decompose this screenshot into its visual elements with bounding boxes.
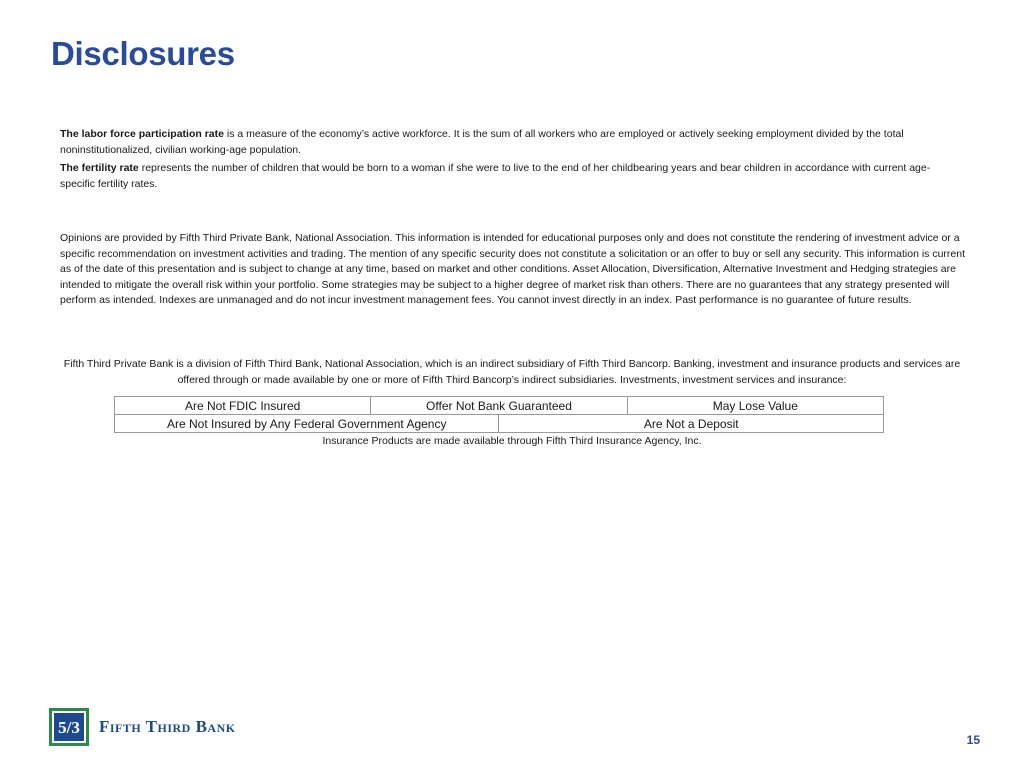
fdic-disclosure-table: [114, 396, 884, 433]
table-cell: Are Not Insured by Any Federal Government Agency: [115, 415, 499, 433]
opinions-disclaimer: Opinions are provided by Fifth Third Private Bank, National Association. This information is intended for educational purposes only and does not constitute the rendering of investment advice or a specific recommendation on investment activities and trading. The mention of any specific security does not constitute a solicitation or an offer to buy or sell any security. This information is current as of the date of this presentation and is subject to change at any time, based on market and other conditions. Asset Allocation, Diversification, Alternative Investment and Hedging strategies are intended to mitigate the overall risk within your portfolio. Some strategies may be subject to a higher degree of market risk than others. There are no guarantees that any strategy presented will perform as intended. Indexes are unmanaged and do not incur investment management fees. You cannot invest directly in an index. Past performance is no guarantee of future results.: [60, 232, 965, 306]
division-disclaimer: Fifth Third Private Bank is a division of Fifth Third Bank, National Association, which is an indirect subsidiary of Fifth Third Bancorp. Banking, investment and insurance products and services are offered through or made available by one or more of Fifth Third Bancorp’s indirect subsidiaries. Investments, investment services and insurance:: [63, 358, 961, 386]
definition-labor-force: [60, 126, 940, 158]
definition-fertility-rate: [60, 160, 940, 192]
table-cell: May Lose Value: [627, 397, 883, 415]
definition-term: The fertility rate: [60, 162, 139, 174]
definition-text: is a measure of the economy’s active workforce. It is the sum of all workers who are employed or actively seeking employment divided by the total noninstitutionalized, civilian working-age population.: [60, 128, 904, 156]
definitions-block: [60, 126, 940, 194]
table-cell: Are Not a Deposit: [499, 415, 884, 433]
table-row: [115, 415, 884, 433]
definition-term: The labor force participation rate: [60, 128, 224, 140]
table-row: [115, 397, 884, 415]
logo-mark: 5/3: [58, 718, 80, 737]
bank-name: Fifth Third Bank: [99, 717, 236, 736]
table-cell: Are Not FDIC Insured: [115, 397, 371, 415]
insurance-note: Insurance Products are made available through Fifth Third Insurance Agency, Inc.: [322, 435, 702, 447]
page-number: 15: [966, 733, 980, 747]
fifth-third-logo: [49, 708, 236, 746]
definition-text: represents the number of children that would be born to a woman if she were to live to the end of her childbearing years and bear children in accordance with current age-specific fertility rates.: [60, 162, 931, 190]
table-cell: Offer Not Bank Guaranteed: [371, 397, 627, 415]
page-title: Disclosures: [51, 35, 235, 72]
fifth-third-logo-icon: [49, 708, 89, 746]
